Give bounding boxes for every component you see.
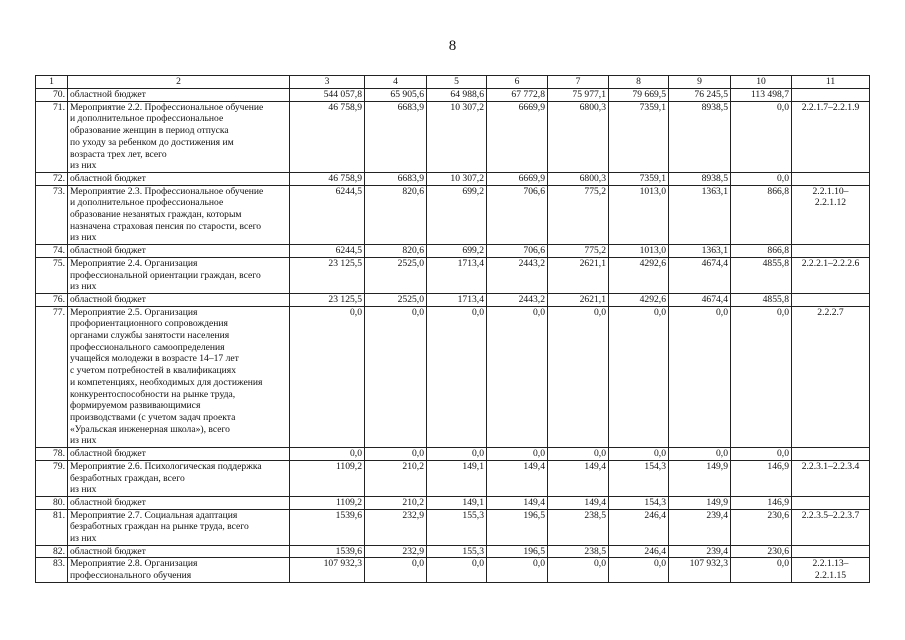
row-value: 2525,0: [365, 257, 427, 293]
row-value: 2443,2: [487, 293, 548, 306]
row-value: 0,0: [548, 448, 609, 461]
row-value: 210,2: [365, 460, 427, 496]
row-value: 0,0: [290, 448, 365, 461]
row-value: 1363,1: [669, 185, 731, 245]
row-reference: 2.2.1.10– 2.2.1.12: [792, 185, 870, 245]
row-value: 4855,8: [731, 257, 792, 293]
row-value: 1539,6: [290, 509, 365, 545]
row-value: 1109,2: [290, 460, 365, 496]
row-value: 4674,4: [669, 293, 731, 306]
row-reference: 2.2.3.1–2.2.3.4: [792, 460, 870, 496]
row-value: 23 125,5: [290, 257, 365, 293]
column-header: 5: [427, 76, 487, 89]
row-number: 79.: [36, 460, 68, 496]
row-value: 10 307,2: [427, 101, 487, 172]
row-value: 0,0: [731, 101, 792, 172]
row-value: 230,6: [731, 545, 792, 558]
row-value: 230,6: [731, 509, 792, 545]
row-value: 6244,5: [290, 185, 365, 245]
row-reference: [792, 496, 870, 509]
row-value: 1109,2: [290, 496, 365, 509]
table-row: [36, 460, 870, 496]
row-value: 775,2: [548, 185, 609, 245]
column-header: 11: [792, 76, 870, 89]
row-value: 246,4: [609, 545, 669, 558]
column-header: 10: [731, 76, 792, 89]
row-value: 64 988,6: [427, 89, 487, 102]
row-reference: [792, 172, 870, 185]
row-value: 149,4: [548, 496, 609, 509]
row-value: 23 125,5: [290, 293, 365, 306]
row-value: 210,2: [365, 496, 427, 509]
row-value: 76 245,5: [669, 89, 731, 102]
row-value: 107 932,3: [290, 558, 365, 582]
row-value: 1013,0: [609, 245, 669, 258]
row-value: 79 669,5: [609, 89, 669, 102]
row-value: 706,6: [487, 245, 548, 258]
column-header: 9: [669, 76, 731, 89]
row-description: областной бюджет: [68, 245, 290, 258]
row-value: 75 977,1: [548, 89, 609, 102]
row-value: 46 758,9: [290, 101, 365, 172]
row-value: 0,0: [548, 558, 609, 582]
row-value: 4855,8: [731, 293, 792, 306]
row-value: 149,4: [487, 496, 548, 509]
row-number: 71.: [36, 101, 68, 172]
row-reference: [792, 545, 870, 558]
row-value: 0,0: [669, 306, 731, 447]
row-value: 149,1: [427, 460, 487, 496]
row-number: 76.: [36, 293, 68, 306]
row-value: 0,0: [365, 558, 427, 582]
row-value: 246,4: [609, 509, 669, 545]
row-value: 1539,6: [290, 545, 365, 558]
row-value: 196,5: [487, 545, 548, 558]
page-number: 8: [448, 38, 457, 54]
row-value: 4292,6: [609, 293, 669, 306]
row-value: 0,0: [731, 172, 792, 185]
row-value: 155,3: [427, 545, 487, 558]
row-value: 149,4: [487, 460, 548, 496]
row-value: 154,3: [609, 496, 669, 509]
row-value: 149,9: [669, 460, 731, 496]
row-value: 8938,5: [669, 101, 731, 172]
row-value: 0,0: [487, 448, 548, 461]
table-row: [36, 496, 870, 509]
table-row: [36, 558, 870, 582]
row-value: 1713,4: [427, 257, 487, 293]
table-row: [36, 101, 870, 172]
row-reference: [792, 293, 870, 306]
budget-table: [35, 75, 870, 583]
row-value: 2621,1: [548, 293, 609, 306]
row-value: 866,8: [731, 245, 792, 258]
row-value: 232,9: [365, 509, 427, 545]
row-description: Мероприятие 2.5. Организация профориентационного сопровождения органами службы занятости населения профессионального самоопределения учащейся молодежи в возрасте 14–17 лет с учетом потребностей в квалификациях и компетенциях, необходимых для достижения конкурентоспособности на рынке труда, формируемом развивающимися производствами (с учетом задач проекта «Уральская инженерная школа»), всего из них: [68, 306, 290, 447]
row-value: 196,5: [487, 509, 548, 545]
row-description: Мероприятие 2.6. Психологическая поддержка безработных граждан, всего из них: [68, 460, 290, 496]
row-value: 0,0: [609, 558, 669, 582]
row-reference: 2.2.2.7: [792, 306, 870, 447]
row-value: 0,0: [427, 448, 487, 461]
column-header: 1: [36, 76, 68, 89]
row-description: областной бюджет: [68, 89, 290, 102]
row-value: 820,6: [365, 245, 427, 258]
column-header: 7: [548, 76, 609, 89]
row-reference: 2.2.1.7–2.2.1.9: [792, 101, 870, 172]
row-value: 1713,4: [427, 293, 487, 306]
row-value: 149,1: [427, 496, 487, 509]
row-value: 0,0: [487, 306, 548, 447]
row-description: Мероприятие 2.4. Организация профессиональной ориентации граждан, всего из них: [68, 257, 290, 293]
row-value: 0,0: [365, 448, 427, 461]
table-row: [36, 509, 870, 545]
row-description: Мероприятие 2.7. Социальная адаптация безработных граждан на рынке труда, всего из них: [68, 509, 290, 545]
column-header: 6: [487, 76, 548, 89]
row-value: 149,4: [548, 460, 609, 496]
row-description: областной бюджет: [68, 496, 290, 509]
column-header: 8: [609, 76, 669, 89]
row-number: 83.: [36, 558, 68, 582]
row-value: 699,2: [427, 245, 487, 258]
table-row: [36, 185, 870, 245]
row-value: 238,5: [548, 509, 609, 545]
row-value: 67 772,8: [487, 89, 548, 102]
row-value: 0,0: [290, 306, 365, 447]
row-value: 544 057,8: [290, 89, 365, 102]
row-value: 6683,9: [365, 101, 427, 172]
row-number: 81.: [36, 509, 68, 545]
row-number: 80.: [36, 496, 68, 509]
row-description: Мероприятие 2.8. Организация профессионального обучения: [68, 558, 290, 582]
table-row: [36, 172, 870, 185]
column-header: 2: [68, 76, 290, 89]
row-value: 6669,9: [487, 172, 548, 185]
table-header-row: [36, 76, 870, 89]
row-value: 232,9: [365, 545, 427, 558]
row-reference: [792, 89, 870, 102]
row-value: 46 758,9: [290, 172, 365, 185]
row-value: 155,3: [427, 509, 487, 545]
row-value: 6800,3: [548, 101, 609, 172]
table-row: [36, 293, 870, 306]
row-value: 706,6: [487, 185, 548, 245]
row-number: 72.: [36, 172, 68, 185]
row-value: 149,9: [669, 496, 731, 509]
row-value: 238,5: [548, 545, 609, 558]
row-value: 0,0: [731, 306, 792, 447]
table-row: [36, 245, 870, 258]
table-row: [36, 545, 870, 558]
row-value: 0,0: [609, 448, 669, 461]
row-value: 0,0: [365, 306, 427, 447]
row-value: 146,9: [731, 460, 792, 496]
row-value: 8938,5: [669, 172, 731, 185]
row-value: 0,0: [427, 558, 487, 582]
row-value: 10 307,2: [427, 172, 487, 185]
row-value: 820,6: [365, 185, 427, 245]
row-value: 6683,9: [365, 172, 427, 185]
row-value: 113 498,7: [731, 89, 792, 102]
row-value: 1363,1: [669, 245, 731, 258]
row-description: областной бюджет: [68, 172, 290, 185]
row-value: 1013,0: [609, 185, 669, 245]
row-value: 2621,1: [548, 257, 609, 293]
row-number: 73.: [36, 185, 68, 245]
row-value: 239,4: [669, 545, 731, 558]
row-description: областной бюджет: [68, 293, 290, 306]
table-row: [36, 89, 870, 102]
row-reference: 2.2.1.13– 2.2.1.15: [792, 558, 870, 582]
row-value: 107 932,3: [669, 558, 731, 582]
row-number: 78.: [36, 448, 68, 461]
row-value: 6800,3: [548, 172, 609, 185]
row-reference: [792, 448, 870, 461]
column-header: 3: [290, 76, 365, 89]
row-value: 6669,9: [487, 101, 548, 172]
row-value: 2525,0: [365, 293, 427, 306]
row-value: 0,0: [487, 558, 548, 582]
row-number: 74.: [36, 245, 68, 258]
row-description: Мероприятие 2.2. Профессиональное обучение и дополнительное профессиональное образование женщин в период отпуска по уходу за ребенком до достижения им возраста трех лет, всего из них: [68, 101, 290, 172]
row-value: 699,2: [427, 185, 487, 245]
row-number: 70.: [36, 89, 68, 102]
row-value: 0,0: [731, 558, 792, 582]
table-row: [36, 306, 870, 447]
row-value: 0,0: [427, 306, 487, 447]
column-header: 4: [365, 76, 427, 89]
row-value: 0,0: [731, 448, 792, 461]
row-value: 0,0: [609, 306, 669, 447]
row-reference: 2.2.2.1–2.2.2.6: [792, 257, 870, 293]
table-row: [36, 448, 870, 461]
row-value: 7359,1: [609, 172, 669, 185]
row-value: 866,8: [731, 185, 792, 245]
row-value: 4292,6: [609, 257, 669, 293]
row-value: 146,9: [731, 496, 792, 509]
row-value: 239,4: [669, 509, 731, 545]
row-description: областной бюджет: [68, 448, 290, 461]
row-value: 775,2: [548, 245, 609, 258]
row-value: 6244,5: [290, 245, 365, 258]
row-value: 2443,2: [487, 257, 548, 293]
row-reference: [792, 245, 870, 258]
table-row: [36, 257, 870, 293]
row-value: 4674,4: [669, 257, 731, 293]
row-description: областной бюджет: [68, 545, 290, 558]
row-number: 82.: [36, 545, 68, 558]
row-value: 7359,1: [609, 101, 669, 172]
row-value: 154,3: [609, 460, 669, 496]
row-description: Мероприятие 2.3. Профессиональное обучение и дополнительное профессиональное образование незанятых граждан, которым назначена страховая пенсия по старости, всего из них: [68, 185, 290, 245]
row-reference: 2.2.3.5–2.2.3.7: [792, 509, 870, 545]
row-number: 75.: [36, 257, 68, 293]
table-body: [36, 89, 870, 583]
row-number: 77.: [36, 306, 68, 447]
row-value: 0,0: [669, 448, 731, 461]
row-value: 0,0: [548, 306, 609, 447]
row-value: 65 905,6: [365, 89, 427, 102]
